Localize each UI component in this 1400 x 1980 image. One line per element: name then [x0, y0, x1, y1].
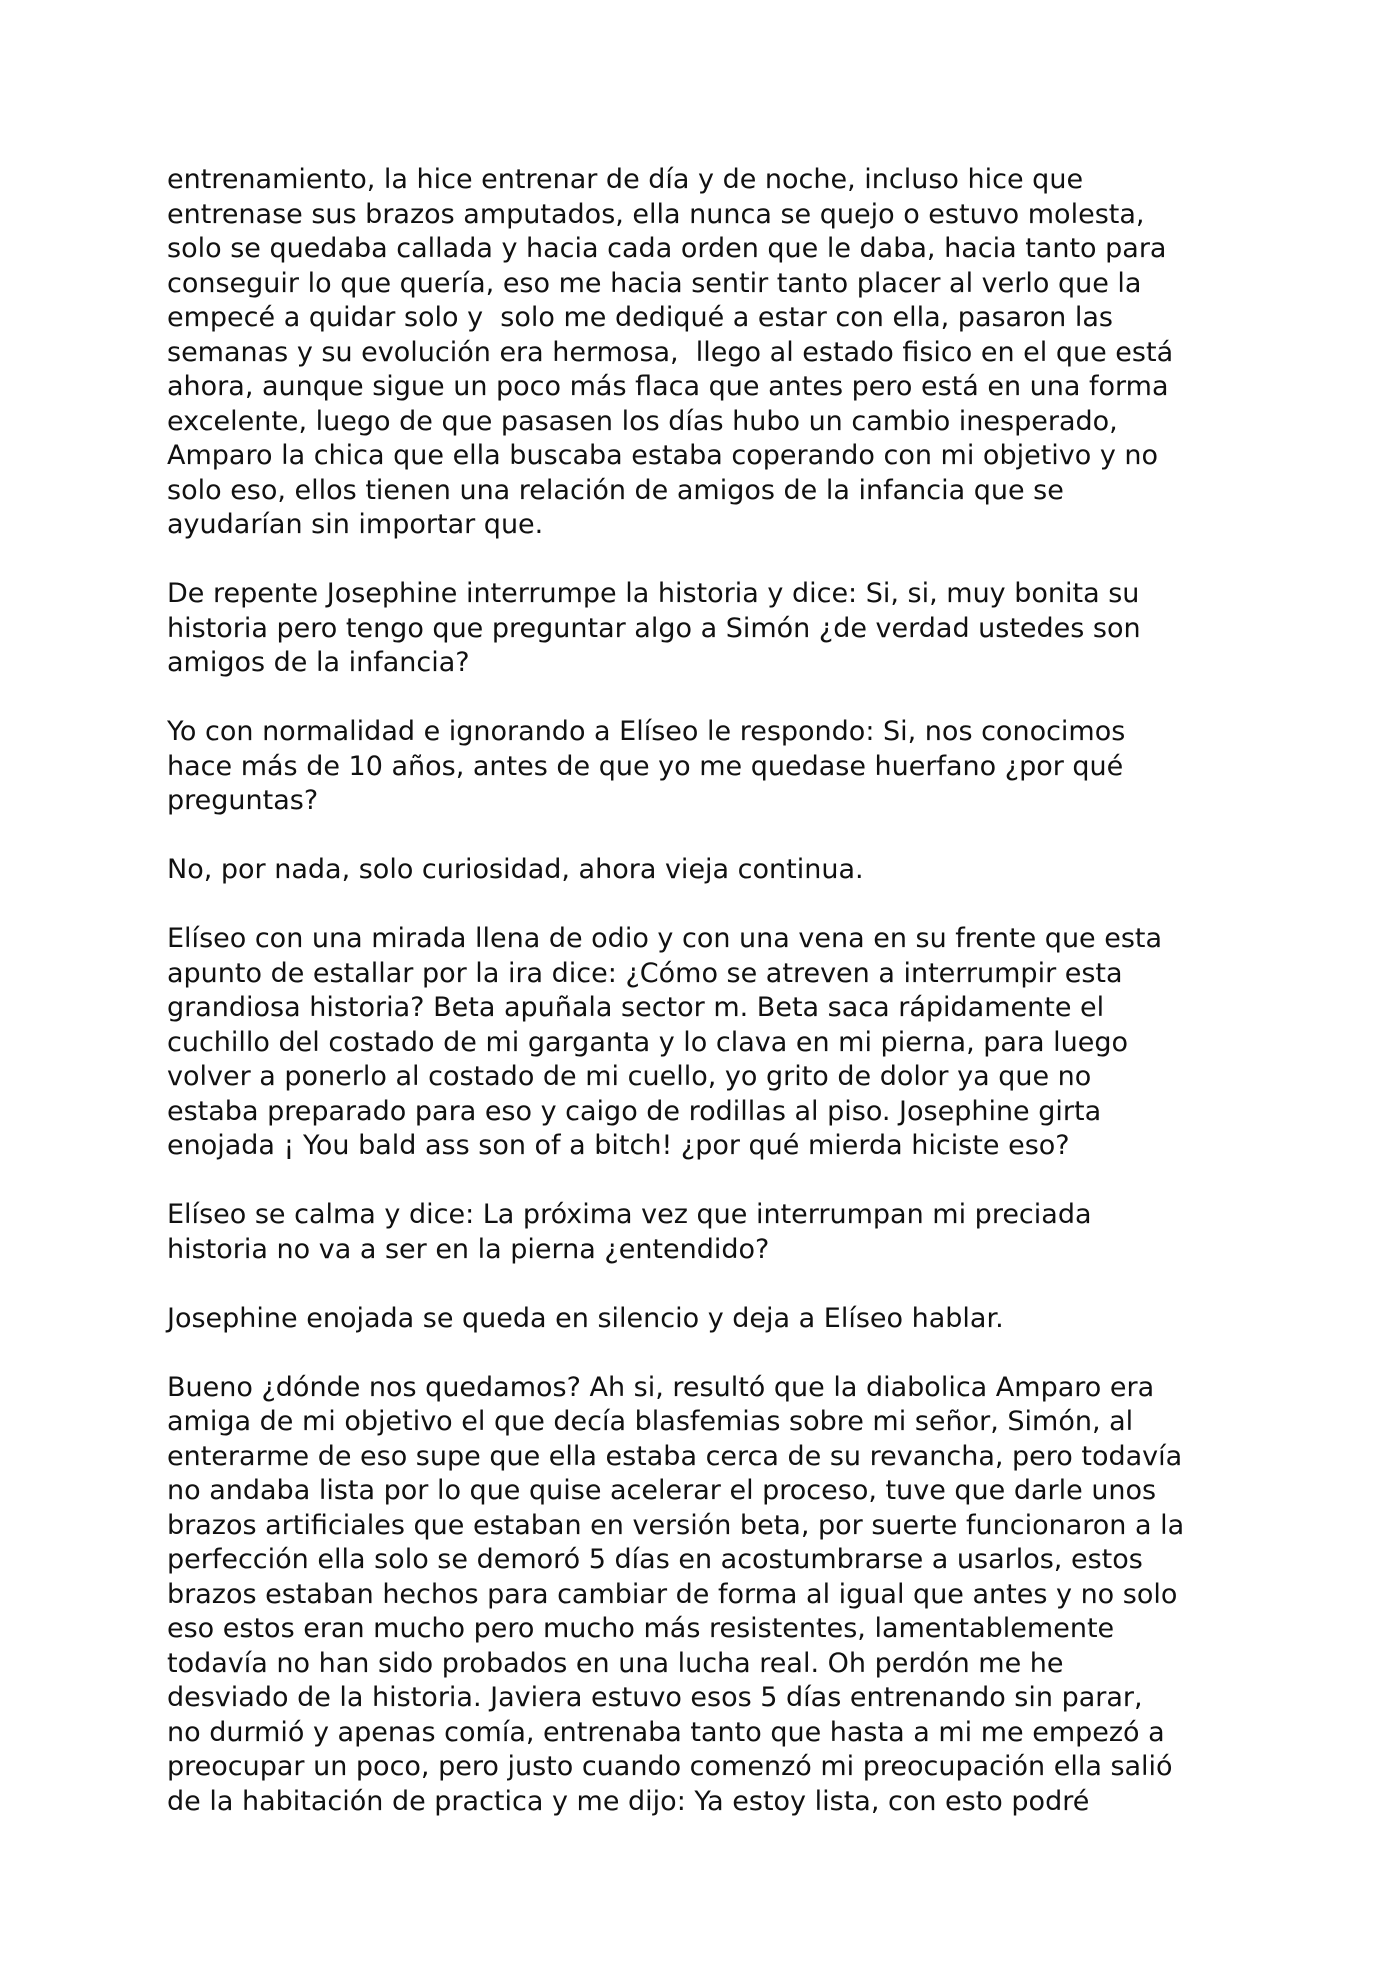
text-line: todavía no han sido probados en una lucha real. Oh perdón me he — [167, 1647, 1064, 1679]
paragraph — [167, 853, 1267, 888]
text-line: entrenamiento, la hice entrenar de día y de noche, incluso hice que — [167, 164, 1084, 195]
text-line: Elíseo se calma y dice: La próxima vez que interrumpan mi preciada — [167, 1199, 1092, 1230]
text-line: eso estos eran mucho pero mucho más resistentes, lamentablemente — [167, 1613, 1115, 1644]
text-line: brazos estaban hechos para cambiar de forma al igual que antes y no solo — [167, 1578, 1178, 1610]
paragraph — [167, 1371, 1267, 1820]
text-line: solo eso, ellos tienen una relación de amigos de la infancia que se — [167, 474, 1064, 506]
text-line: amiga de mi objetivo el que decía blasfemias sobre mi señor, Simón, al — [167, 1406, 1134, 1437]
text-line: historia pero tengo que preguntar algo a Simón ¿de verdad ustedes son — [167, 612, 1141, 644]
paragraph — [167, 715, 1267, 819]
text-line: hace más de 10 años, antes de que yo me quedase huerfano ¿por qué — [167, 750, 1124, 782]
text-line: amigos de la infancia? — [167, 647, 470, 678]
text-line: Yo con normalidad e ignorando a Elíseo le respondo: Si, nos conocimos — [167, 716, 1126, 747]
text-line: estaba preparado para eso y caigo de rodillas al piso. Josephine girta — [167, 1095, 1102, 1127]
text-line: no durmió y apenas comía, entrenaba tanto que hasta a mi me empezó a — [167, 1716, 1165, 1748]
text-line: De repente Josephine interrumpe la historia y dice: Si, si, muy bonita su — [167, 578, 1140, 609]
text-line: excelente, luego de que pasasen los días hubo un cambio inesperado, — [167, 405, 1118, 437]
text-line: enojada ¡ You bald ass son of a bitch! ¿por qué mierda hiciste eso? — [167, 1130, 1070, 1161]
text-line: de la habitación de practica y me dijo: Ya estoy lista, con esto podré — [167, 1785, 1090, 1817]
text-line: semanas y su evolución era hermosa, llego al estado fisico en el que está — [167, 336, 1174, 368]
text-line: Bueno ¿dónde nos quedamos? Ah si, resultó que la diabolica Amparo era — [167, 1371, 1155, 1403]
document-page — [167, 163, 1267, 1819]
paragraph — [167, 1302, 1267, 1337]
text-line: cuchillo del costado de mi garganta y lo clava en mi pierna, para luego — [167, 1026, 1129, 1058]
paragraph — [167, 577, 1267, 681]
text-line: volver a ponerlo al costado de mi cuello, yo grito de dolor ya que no — [167, 1061, 1092, 1092]
text-line: Elíseo con una mirada llena de odio y con una vena en su frente que esta — [167, 923, 1163, 954]
text-line: historia no va a ser en la pierna ¿entendido? — [167, 1233, 770, 1265]
text-line: desviado de la historia. Javiera estuvo esos 5 días entrenando sin parar, — [167, 1682, 1143, 1713]
paragraph — [167, 922, 1267, 1164]
text-line: Amparo la chica que ella buscaba estaba coperando con mi objetivo y no — [167, 440, 1159, 471]
text-line: preocupar un poco, pero justo cuando comenzó mi preocupación ella salió — [167, 1751, 1173, 1782]
text-line: preguntas? — [167, 785, 319, 816]
text-line: empecé a quidar solo y solo me dediqué a estar con ella, pasaron las — [167, 302, 1113, 333]
paragraph — [167, 163, 1267, 543]
text-line: conseguir lo que quería, eso me hacia sentir tanto placer al verlo que la — [167, 267, 1142, 299]
text-line: apunto de estallar por la ira dice: ¿Cómo se atreven a interrumpir esta — [167, 957, 1123, 989]
text-line: ayudarían sin importar que. — [167, 509, 544, 540]
text-line: ahora, aunque sigue un poco más flaca que antes pero está en una forma — [167, 371, 1169, 402]
text-line: enterarme de eso supe que ella estaba cerca de su revancha, pero todavía — [167, 1440, 1183, 1472]
text-line: grandiosa historia? Beta apuñala sector m. Beta saca rápidamente el — [167, 992, 1105, 1023]
text-line: no andaba lista por lo que quise acelerar el proceso, tuve que darle unos — [167, 1475, 1157, 1506]
text-line: perfección ella solo se demoró 5 días en acostumbrarse a usarlos, estos — [167, 1544, 1143, 1575]
text-line: Josephine enojada se queda en silencio y deja a Elíseo hablar. — [167, 1302, 1004, 1334]
paragraph — [167, 1198, 1267, 1267]
text-line: entrenase sus brazos amputados, ella nunca se quejo o estuvo molesta, — [167, 198, 1145, 230]
text-line: solo se quedaba callada y hacia cada orden que le daba, hacia tanto para — [167, 233, 1167, 264]
text-line: No, por nada, solo curiosidad, ahora vieja continua. — [167, 854, 864, 885]
text-line: brazos artificiales que estaban en versión beta, por suerte funcionaron a la — [167, 1509, 1185, 1541]
